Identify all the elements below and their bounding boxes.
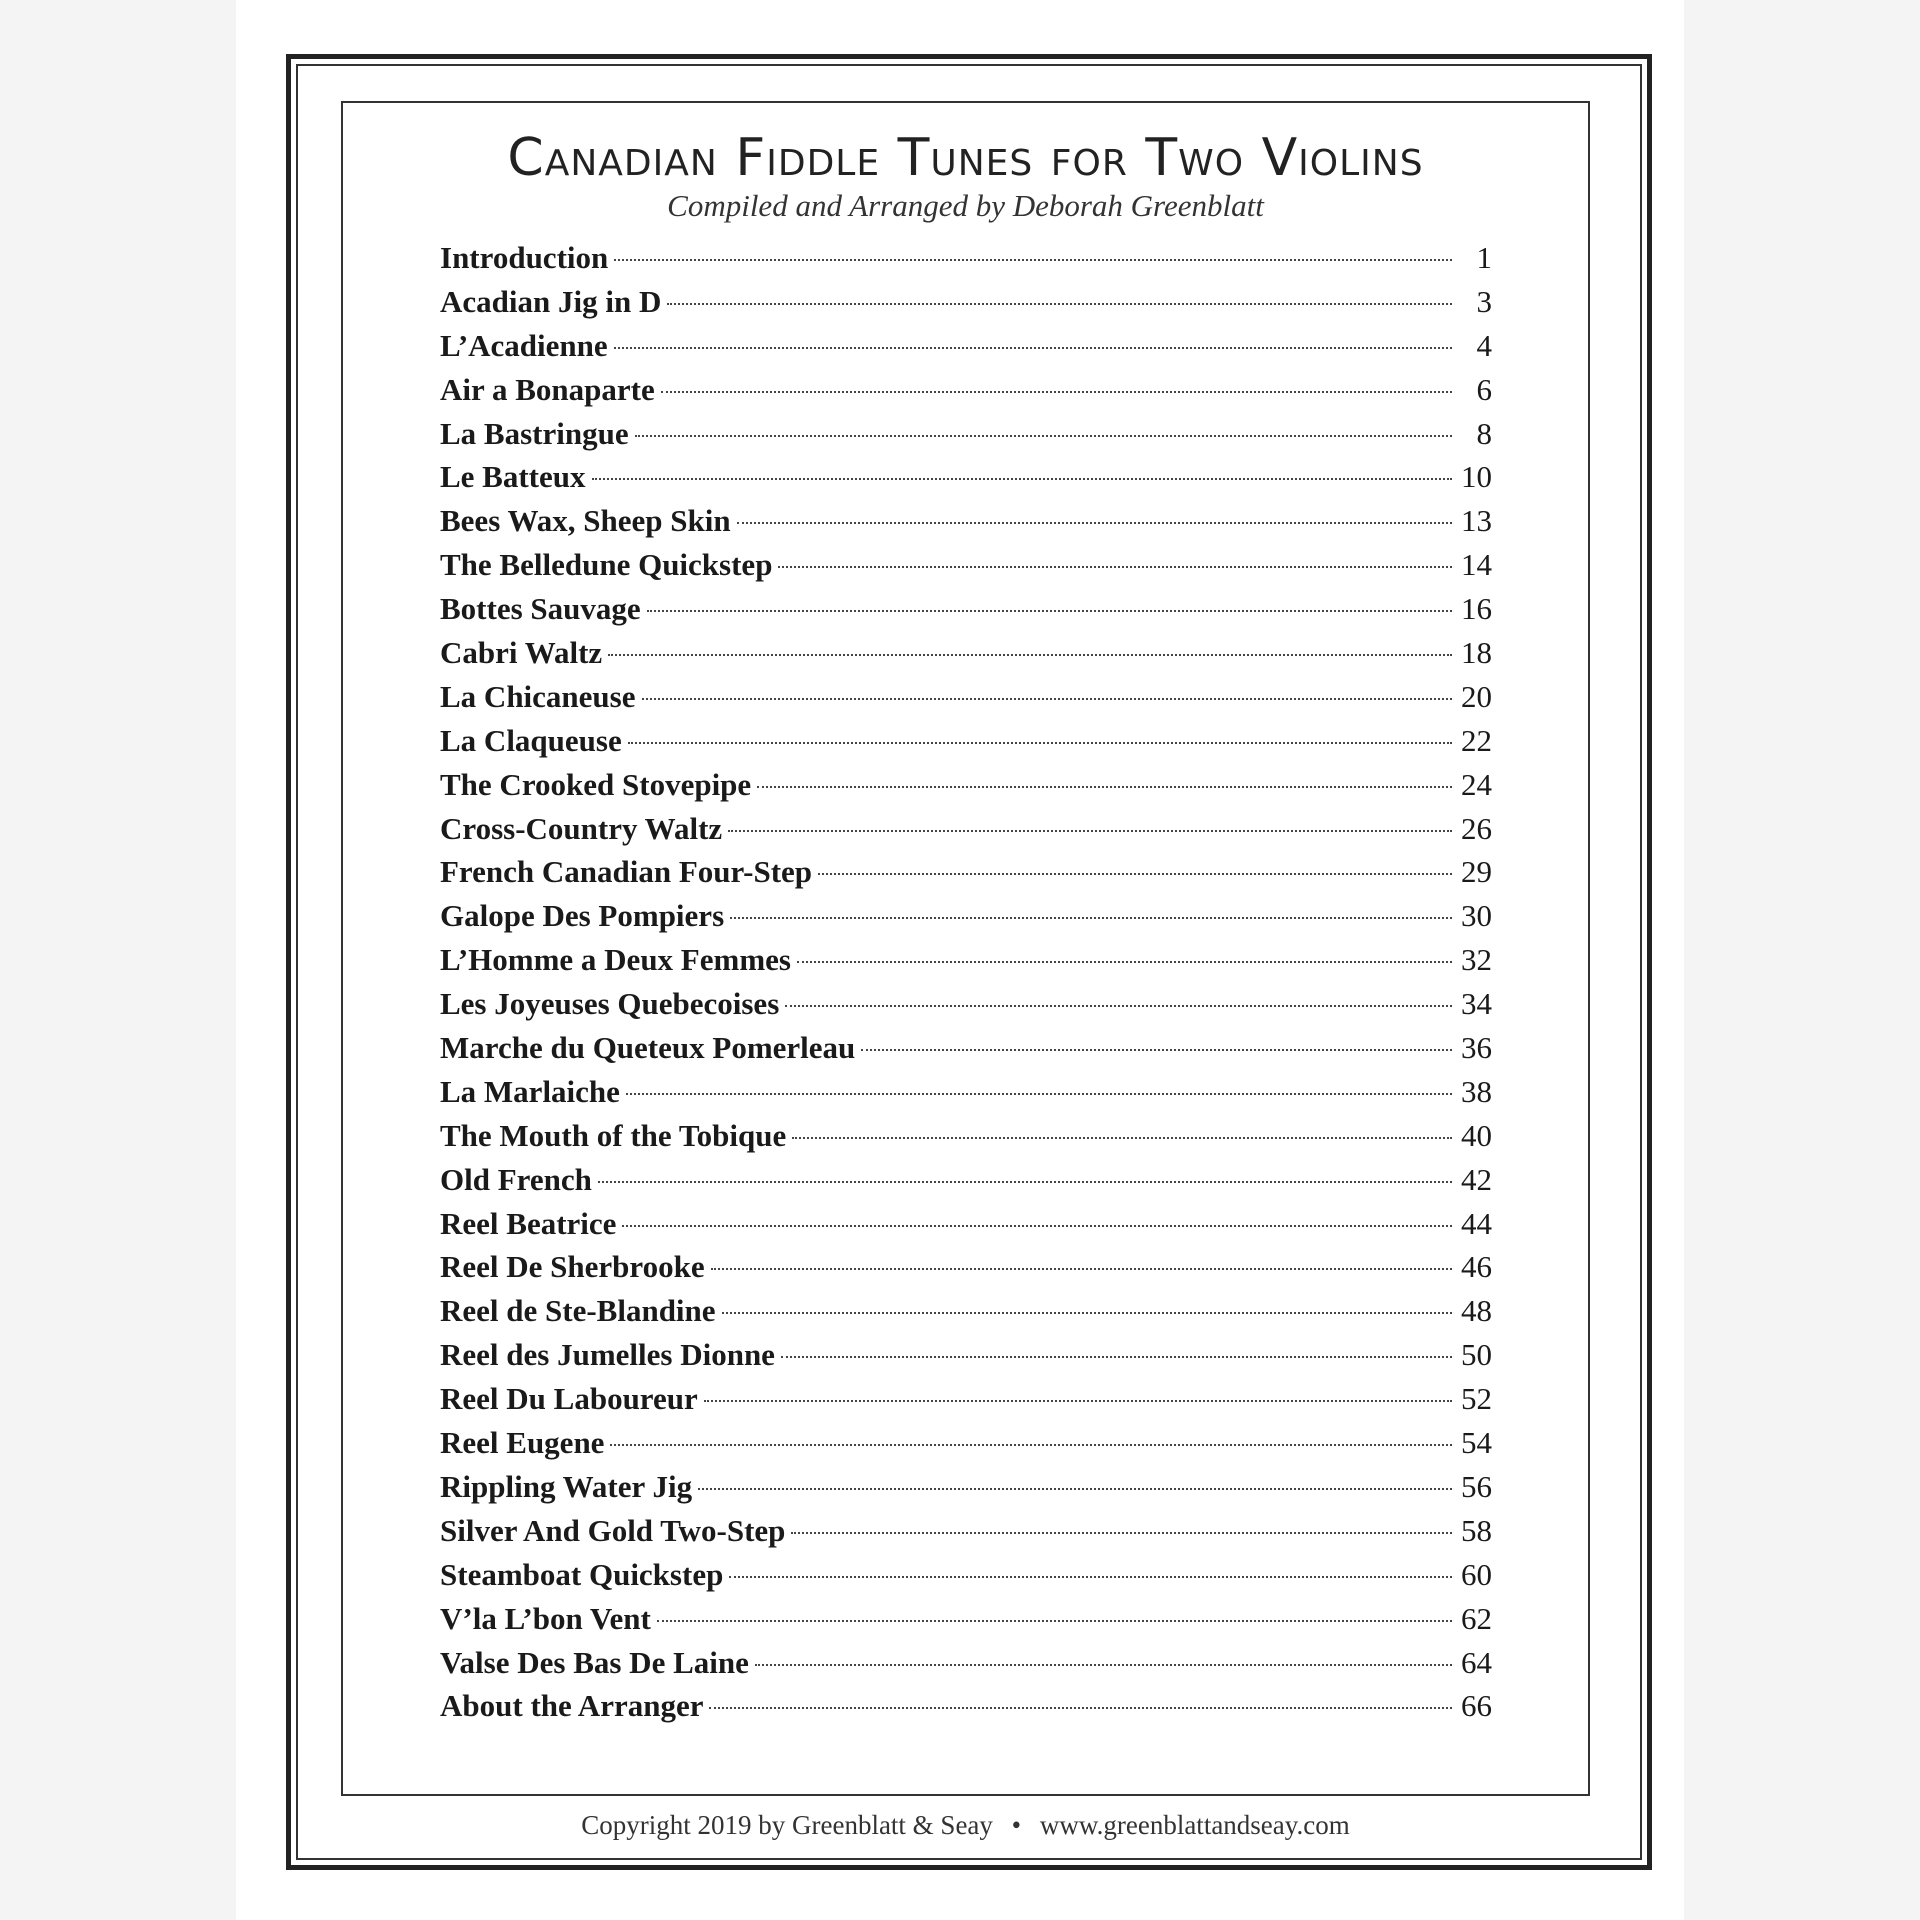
toc-entry[interactable] bbox=[440, 499, 1492, 543]
toc-entry-page: 1 bbox=[1476, 240, 1492, 275]
toc-entry[interactable] bbox=[440, 763, 1492, 807]
toc-entry-page: 13 bbox=[1461, 503, 1492, 539]
footer-separator: • bbox=[1011, 1810, 1022, 1840]
toc-entry[interactable] bbox=[440, 938, 1492, 982]
toc-entry[interactable] bbox=[440, 850, 1492, 894]
toc-entry-title: La Bastringue bbox=[440, 415, 629, 451]
toc-entry-title: Reel Beatrice bbox=[440, 1205, 617, 1241]
toc-entry[interactable] bbox=[440, 280, 1492, 324]
toc-entry[interactable] bbox=[440, 587, 1492, 631]
toc-entry[interactable] bbox=[440, 1509, 1492, 1553]
dot-leader bbox=[661, 391, 1452, 393]
toc-entry-title: Marche du Queteux Pomerleau bbox=[440, 1030, 856, 1066]
toc-entry[interactable] bbox=[440, 1553, 1492, 1597]
dot-leader bbox=[635, 435, 1452, 437]
toc-entry-page: 29 bbox=[1461, 854, 1492, 890]
dot-leader bbox=[614, 347, 1452, 349]
toc-entry-page: 60 bbox=[1461, 1556, 1492, 1592]
toc-entry[interactable] bbox=[440, 1684, 1492, 1728]
toc-entry[interactable] bbox=[440, 236, 1492, 280]
toc-entry-page: 32 bbox=[1461, 942, 1492, 978]
toc-entry-page: 62 bbox=[1461, 1600, 1492, 1636]
toc-entry-title: Galope Des Pompiers bbox=[440, 898, 725, 934]
toc-entry-title: La Claqueuse bbox=[440, 722, 622, 758]
toc-entry-title: La Chicaneuse bbox=[440, 678, 636, 714]
toc-entry-title: Reel Du Laboureur bbox=[440, 1381, 698, 1417]
dot-leader bbox=[755, 1664, 1452, 1666]
dot-leader bbox=[698, 1488, 1452, 1490]
dot-leader bbox=[598, 1181, 1452, 1183]
dot-leader bbox=[785, 1005, 1452, 1007]
toc-entry-title: Le Batteux bbox=[440, 459, 586, 495]
toc-entry-title: The Mouth of the Tobique bbox=[440, 1117, 787, 1153]
toc-entry-page: 52 bbox=[1461, 1381, 1492, 1417]
toc-entry[interactable] bbox=[440, 1070, 1492, 1114]
toc-entry[interactable] bbox=[440, 1333, 1492, 1377]
toc-entry[interactable] bbox=[440, 1465, 1492, 1509]
dot-leader bbox=[729, 1576, 1452, 1578]
toc-entry-title: Old French bbox=[440, 1161, 592, 1197]
dot-leader bbox=[608, 654, 1452, 656]
toc-entry-page: 26 bbox=[1461, 810, 1492, 846]
dot-leader bbox=[797, 961, 1452, 963]
dot-leader bbox=[657, 1620, 1452, 1622]
toc-entry-page: 58 bbox=[1461, 1512, 1492, 1548]
toc-entry-title: Reel De Sherbrooke bbox=[440, 1249, 705, 1285]
toc-entry-page: 36 bbox=[1461, 1030, 1492, 1066]
toc-entry-page: 10 bbox=[1461, 459, 1492, 495]
toc-entry[interactable] bbox=[440, 1377, 1492, 1421]
toc-entry-title: L’Homme a Deux Femmes bbox=[440, 942, 791, 978]
toc-entry[interactable] bbox=[440, 455, 1492, 499]
table-of-contents bbox=[440, 236, 1492, 1728]
toc-entry-title: V’la L’bon Vent bbox=[440, 1600, 651, 1636]
book-subtitle: Compiled and Arranged by Deborah Greenblatt bbox=[667, 188, 1264, 223]
toc-entry-page: 48 bbox=[1461, 1293, 1492, 1329]
toc-entry[interactable] bbox=[440, 1641, 1492, 1685]
dot-leader bbox=[709, 1707, 1452, 1709]
toc-entry-page: 54 bbox=[1461, 1425, 1492, 1461]
toc-entry-page: 4 bbox=[1476, 327, 1492, 363]
toc-entry-page: 14 bbox=[1461, 547, 1492, 583]
toc-entry-page: 34 bbox=[1461, 986, 1492, 1022]
dot-leader bbox=[704, 1400, 1452, 1402]
toc-entry-title: Cabri Waltz bbox=[440, 635, 603, 671]
dot-leader bbox=[778, 566, 1452, 568]
toc-entry-page: 22 bbox=[1461, 722, 1492, 758]
toc-entry[interactable] bbox=[440, 1597, 1492, 1641]
dot-leader bbox=[667, 303, 1452, 305]
dot-leader bbox=[592, 478, 1452, 480]
footer bbox=[341, 1810, 1590, 1841]
toc-entry[interactable] bbox=[440, 894, 1492, 938]
toc-entry-title: L’Acadienne bbox=[440, 327, 608, 363]
toc-entry[interactable] bbox=[440, 368, 1492, 412]
book-title: Canadian Fiddle Tunes for Two Violins bbox=[507, 128, 1424, 188]
toc-entry-page: 16 bbox=[1461, 591, 1492, 627]
toc-entry[interactable] bbox=[440, 543, 1492, 587]
toc-entry-page: 8 bbox=[1476, 415, 1492, 451]
toc-entry-title: Bees Wax, Sheep Skin bbox=[440, 503, 731, 539]
dot-leader bbox=[647, 610, 1452, 612]
toc-entry-title: Acadian Jig in D bbox=[440, 283, 662, 319]
toc-entry-page: 18 bbox=[1461, 635, 1492, 671]
toc-entry-page: 44 bbox=[1461, 1205, 1492, 1241]
dot-leader bbox=[728, 830, 1452, 832]
toc-entry-page: 56 bbox=[1461, 1468, 1492, 1504]
toc-entry[interactable] bbox=[440, 675, 1492, 719]
toc-entry-page: 30 bbox=[1461, 898, 1492, 934]
toc-entry-title: About the Arranger bbox=[440, 1688, 704, 1724]
toc-entry-title: The Belledune Quickstep bbox=[440, 547, 773, 583]
toc-entry[interactable] bbox=[440, 1026, 1492, 1070]
toc-entry-title: Bottes Sauvage bbox=[440, 591, 641, 627]
dot-leader bbox=[722, 1312, 1452, 1314]
toc-entry[interactable] bbox=[440, 1114, 1492, 1158]
toc-entry-page: 3 bbox=[1476, 283, 1492, 319]
toc-entry-page: 20 bbox=[1461, 678, 1492, 714]
dot-leader bbox=[818, 873, 1452, 875]
toc-entry-title: Air a Bonaparte bbox=[440, 371, 655, 407]
dot-leader bbox=[730, 917, 1452, 919]
toc-entry-page: 6 bbox=[1476, 371, 1492, 407]
toc-entry-title: Silver And Gold Two-Step bbox=[440, 1512, 786, 1548]
toc-entry[interactable] bbox=[440, 412, 1492, 456]
copyright-notice: Copyright 2019 by Greenblatt & Seay bbox=[581, 1810, 993, 1840]
dot-leader bbox=[757, 786, 1452, 788]
toc-entry-title: La Marlaiche bbox=[440, 1073, 620, 1109]
toc-entry-title: Reel Eugene bbox=[440, 1425, 605, 1461]
toc-entry[interactable] bbox=[440, 807, 1492, 851]
website-link[interactable]: www.greenblattandseay.com bbox=[1039, 1810, 1350, 1840]
dot-leader bbox=[614, 259, 1452, 261]
toc-entry[interactable] bbox=[440, 719, 1492, 763]
toc-entry-title: Reel des Jumelles Dionne bbox=[440, 1337, 775, 1373]
toc-entry[interactable] bbox=[440, 1289, 1492, 1333]
toc-entry[interactable] bbox=[440, 982, 1492, 1026]
toc-entry-title: Cross-Country Waltz bbox=[440, 810, 723, 846]
toc-entry-title: French Canadian Four-Step bbox=[440, 854, 813, 890]
toc-entry-title: Les Joyeuses Quebecoises bbox=[440, 986, 780, 1022]
toc-entry-title: Valse Des Bas De Laine bbox=[440, 1644, 749, 1680]
toc-entry-page: 66 bbox=[1461, 1688, 1492, 1724]
dot-leader bbox=[792, 1137, 1452, 1139]
dot-leader bbox=[626, 1093, 1452, 1095]
toc-entry[interactable] bbox=[440, 1245, 1492, 1289]
toc-entry[interactable] bbox=[440, 1158, 1492, 1202]
dot-leader bbox=[781, 1356, 1452, 1358]
dot-leader bbox=[622, 1225, 1452, 1227]
toc-entry-page: 64 bbox=[1461, 1644, 1492, 1680]
toc-entry-page: 38 bbox=[1461, 1073, 1492, 1109]
dot-leader bbox=[737, 522, 1452, 524]
toc-entry-title: Introduction bbox=[440, 240, 609, 275]
dot-leader bbox=[628, 742, 1452, 744]
toc-entry[interactable] bbox=[440, 631, 1492, 675]
toc-entry-page: 46 bbox=[1461, 1249, 1492, 1285]
toc-entry-title: Rippling Water Jig bbox=[440, 1468, 693, 1504]
dot-leader bbox=[711, 1268, 1452, 1270]
dot-leader bbox=[610, 1444, 1452, 1446]
dot-leader bbox=[861, 1049, 1452, 1051]
toc-entry[interactable] bbox=[440, 324, 1492, 368]
toc-entry-page: 50 bbox=[1461, 1337, 1492, 1373]
toc-entry-page: 42 bbox=[1461, 1161, 1492, 1197]
toc-entry-title: The Crooked Stovepipe bbox=[440, 766, 752, 802]
toc-entry[interactable] bbox=[440, 1421, 1492, 1465]
toc-entry[interactable] bbox=[440, 1202, 1492, 1246]
dot-leader bbox=[642, 698, 1453, 700]
toc-entry-title: Reel de Ste-Blandine bbox=[440, 1293, 716, 1329]
toc-entry-page: 40 bbox=[1461, 1117, 1492, 1153]
toc-entry-page: 24 bbox=[1461, 766, 1492, 802]
dot-leader bbox=[791, 1532, 1452, 1534]
toc-entry-title: Steamboat Quickstep bbox=[440, 1556, 724, 1592]
